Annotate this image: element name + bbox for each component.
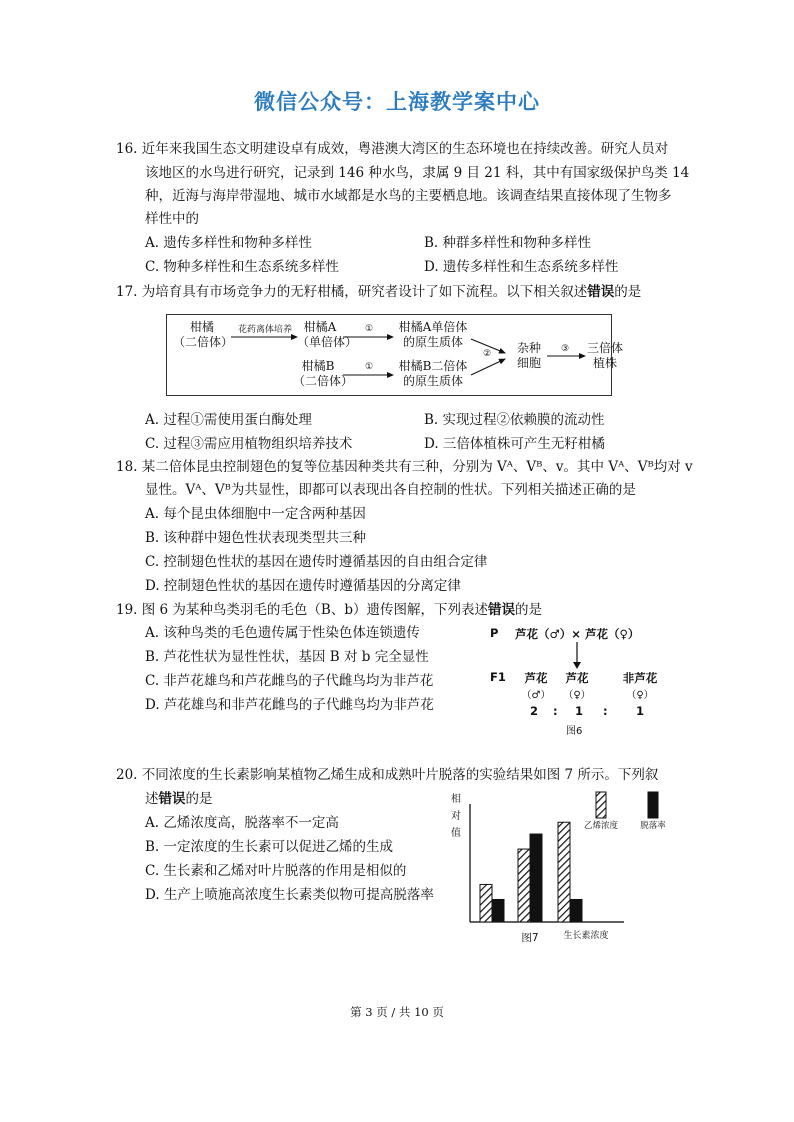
q19-stem-prefix: 19. 图 6 为某种鸟类羽毛的毛色（B、b）遗传图解，下列表述 [116, 602, 488, 618]
fig7-ylabel-char: 相 [451, 794, 461, 805]
q20-option-b: B. 一定浓度的生长素可以促进乙烯的生成 [145, 839, 394, 855]
q20-line-2-suffix: 的是 [185, 791, 213, 807]
q17-node-citrus: 柑橘 （二倍体） [173, 320, 234, 349]
fig6-f1-female-barred: 芦花 （♀） [563, 671, 591, 701]
fig6-f1-male-barred: 芦花 （♂） [521, 671, 551, 701]
fig6-ratio-1: 2 [530, 704, 539, 718]
fig6-down-arrow [571, 642, 583, 670]
fig7-legend-label-abscission: 脱落率 [640, 821, 666, 831]
fig6-p-label: P [490, 626, 499, 640]
q20-option-c: C. 生长素和乙烯对叶片脱落的作用是相似的 [145, 863, 407, 879]
fig7-bar-ethylene-2 [518, 849, 530, 922]
q17-option-a: A. 过程①需使用蛋白酶处理 [145, 412, 312, 428]
q18-option-c: C. 控制翅色性状的基因在遗传时遵循基因的自由组合定律 [145, 554, 488, 570]
q20-option-a: A. 乙烯浓度高，脱落率不一定高 [145, 815, 339, 831]
q16-option-a: A. 遗传多样性和物种多样性 [145, 235, 312, 251]
q17-option-d: D. 三倍体植株可产生无籽柑橘 [424, 436, 605, 452]
q17-node-b-protoplast: 柑橘B二倍体 的原生质体 [398, 359, 468, 388]
q20-line-2-prefix: 述 [145, 791, 159, 807]
fig7-legend-swatch-ethylene [596, 792, 606, 818]
q20-line-2-bold: 错误 [158, 791, 186, 807]
q17-label-anther-culture: 花药离体培养 [237, 325, 292, 335]
fig6-f1-female-nonbarred: 非芦花 （♀） [622, 671, 658, 701]
fig6-ratio-sep-1: : [553, 704, 558, 718]
q17-flow-diagram [166, 314, 623, 396]
fig7-xlabel: 生长素浓度 [563, 931, 609, 941]
q20-line-2 [145, 790, 213, 808]
q17-node-citrus-a: 柑橘A （单倍体） [297, 320, 358, 349]
q17-label-step2: ② [482, 349, 492, 359]
q17-node-hybrid-cell: 杂种 细胞 [516, 341, 541, 370]
fig7-bar-ethylene-3 [558, 822, 570, 922]
fig6-ratio-sep-2: : [603, 704, 608, 718]
fig6-ratio-3: 1 [636, 704, 645, 718]
fig7-legend-label-ethylene: 乙烯浓度 [583, 821, 619, 831]
fig7-ylabel-char: 对 [451, 811, 461, 822]
q18-option-d: D. 控制翅色性状的基因在遗传时遵循基因的分离定律 [145, 578, 461, 594]
q19-stem [116, 601, 542, 619]
fig6-p-cross: 芦花（♂）× 芦花（♀） [515, 627, 640, 641]
fig7-ylabel-char: 值 [451, 828, 461, 839]
q17-node-a-protoplast: 柑橘A单倍体 的原生质体 [398, 320, 468, 349]
q19-option-d: D. 芦花雄鸟和非芦花雌鸟的子代雌鸟均为非芦花 [145, 697, 434, 713]
fig7-bar-abscission-3 [570, 899, 582, 922]
q16-line-2: 该地区的水鸟进行研究，记录到 146 种水鸟，隶属 9 目 21 科，其中有国家级保护鸟类 14 [145, 165, 690, 181]
q17-label-step3: ③ [560, 344, 570, 354]
fig6-caption: 图6 [566, 726, 583, 737]
q17-stem [116, 283, 641, 301]
q16-option-b: B. 种群多样性和物种多样性 [424, 235, 592, 251]
q16-line-4: 样性中的 [145, 211, 199, 227]
q16-option-d: D. 遗传多样性和生态系统多样性 [424, 259, 619, 275]
page-footer: 第 3 页 / 共 10 页 [350, 1005, 444, 1019]
q17-label-step1-top: ① [364, 324, 374, 334]
q19-stem-bold: 错误 [488, 602, 515, 618]
q17-option-b: B. 实现过程②依赖膜的流动性 [424, 412, 605, 428]
q17-label-step1-bottom: ① [364, 362, 374, 372]
fig7-caption: 图7 [521, 932, 539, 944]
q17-option-c: C. 过程③需应用植物组织培养技术 [145, 436, 353, 452]
q17-stem-prefix: 17. 为培育具有市场竞争力的无籽柑橘，研究者设计了如下流程。以下相关叙述 [116, 284, 588, 300]
q16-option-c: C. 物种多样性和生态系统多样性 [145, 259, 339, 275]
q19-option-b: B. 芦花性状为显性性状，基因 B 对 b 完全显性 [145, 649, 429, 665]
q19-option-c: C. 非芦花雄鸟和芦花雌鸟的子代雌鸟均为非芦花 [145, 673, 434, 689]
q18-line-2: 显性。Vᴬ、Vᴮ为共显性，即都可以表现出各自控制的性状。下列相关描述正确的是 [145, 482, 636, 498]
fig7-bar-abscission-1 [492, 899, 504, 922]
fig7-bar-abscission-2 [530, 834, 542, 922]
q16-line-3: 种，近海与海岸带湿地、城市水域都是水鸟的主要栖息地。该调查结果直接体现了生物多 [145, 188, 672, 204]
q18-option-b: B. 该种群中翅色性状表现类型共三种 [145, 530, 367, 546]
q18-line-1: 18. 某二倍体昆虫控制翅色的复等位基因种类共有三种，分别为 Vᴬ、Vᴮ、v。其中 Vᴬ、Vᴮ均对 v [116, 459, 693, 475]
q17-stem-suffix: 的是 [614, 284, 642, 300]
q19-stem-suffix: 的是 [515, 602, 542, 618]
q19-option-a: A. 该种鸟类的毛色遗传属于性染色体连锁遗传 [145, 625, 420, 641]
fig7-bar-ethylene-1 [480, 884, 492, 922]
fig7-bar-chart [448, 788, 688, 958]
q20-option-d: D. 生产上喷施高浓度生长素类似物可提高脱落率 [145, 887, 434, 903]
page-header-title: 微信公众号：上海教学案中心 [254, 90, 540, 114]
q17-stem-bold: 错误 [587, 284, 615, 300]
q20-line-1: 20. 不同浓度的生长素影响某植物乙烯生成和成熟叶片脱落的实验结果如图 7 所示。下列叙 [116, 767, 659, 783]
q16-line-1: 16. 近年来我国生态文明建设卓有成效，粤港澳大湾区的生态环境也在持续改善。研究人员对 [116, 141, 669, 157]
fig6-f1-label: F1 [490, 670, 506, 684]
q17-node-triploid: 三倍体 植株 [586, 341, 623, 370]
fig7-legend-swatch-abscission [648, 792, 658, 818]
fig6-ratio-2: 1 [575, 704, 584, 718]
q18-option-a: A. 每个昆虫体细胞中一定含两种基因 [145, 506, 366, 522]
q17-node-citrus-b: 柑橘B （二倍体） [293, 359, 354, 388]
